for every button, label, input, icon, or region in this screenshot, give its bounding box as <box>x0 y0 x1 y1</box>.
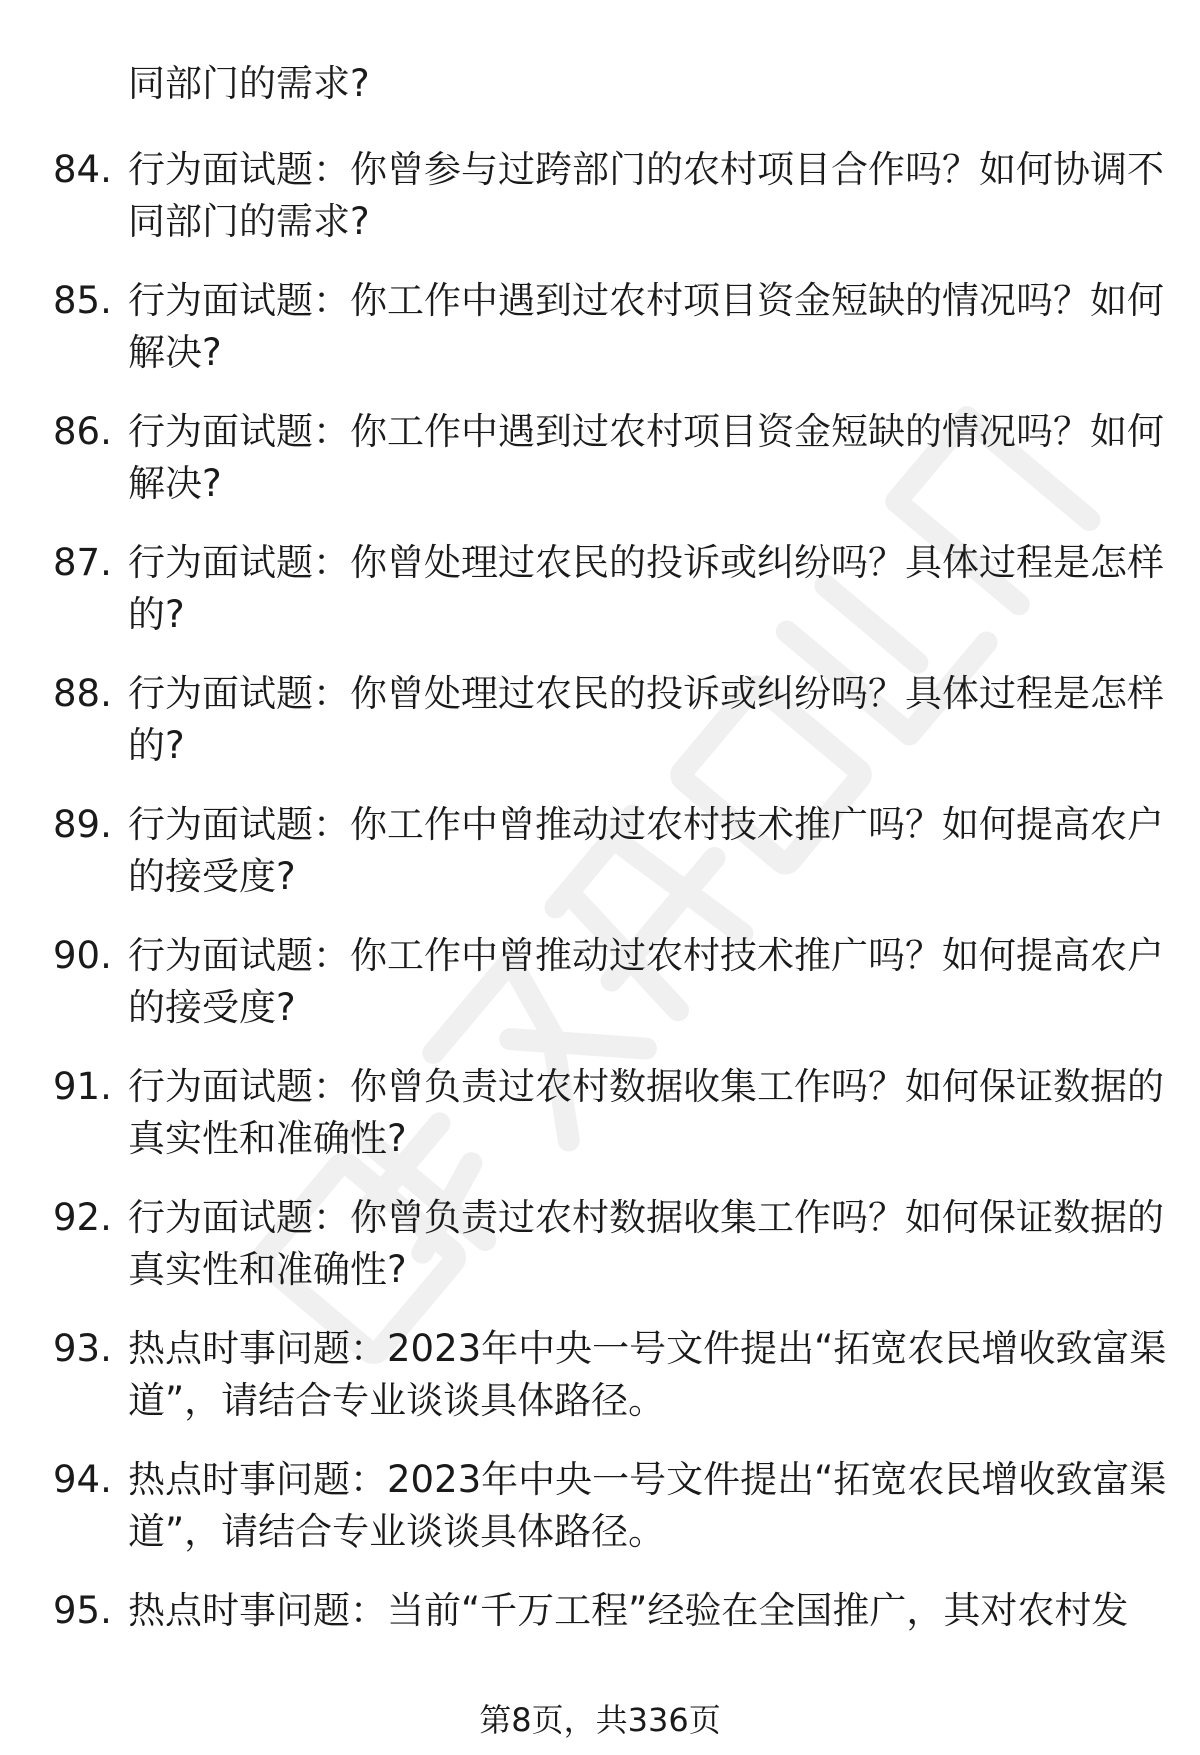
item-number: 84. <box>53 148 112 191</box>
item-text-line: 解决? <box>128 331 222 374</box>
item-text-line: 的? <box>128 593 185 636</box>
item-text-line: 行为面试题：你曾处理过农民的投诉或纠纷吗？具体过程是怎样 <box>128 541 1164 584</box>
list-item <box>0 406 1200 510</box>
item-text <box>128 1061 1164 1165</box>
item-text <box>128 1192 1164 1296</box>
item-text <box>128 668 1164 772</box>
list-item <box>0 799 1200 903</box>
item-text-line: 行为面试题：你工作中遇到过农村项目资金短缺的情况吗？如何 <box>128 279 1164 322</box>
item-text <box>128 930 1164 1034</box>
item-text-line: 热点时事问题：2023年中央一号文件提出“拓宽农民增收致富渠 <box>128 1327 1167 1370</box>
item-text-line: 的? <box>128 724 185 767</box>
item-text <box>128 144 1164 248</box>
item-text-line: 同部门的需求? <box>128 200 370 243</box>
item-number: 89. <box>53 803 112 846</box>
item-text <box>128 799 1164 903</box>
item-text-line: 的接受度? <box>128 986 296 1029</box>
item-text-line: 解决? <box>128 462 222 505</box>
item-number: 94. <box>53 1458 112 1501</box>
item-text-line: 行为面试题：你曾负责过农村数据收集工作吗？如何保证数据的 <box>128 1196 1164 1239</box>
item-number: 87. <box>53 541 112 584</box>
item-text-line: 道”，请结合专业谈谈具体路径。 <box>128 1379 666 1422</box>
item-number: 95. <box>53 1589 112 1632</box>
item-text-line: 行为面试题：你曾负责过农村数据收集工作吗？如何保证数据的 <box>128 1065 1164 1108</box>
list-item <box>0 144 1200 248</box>
list-item <box>0 1454 1200 1558</box>
item-text-line: 道”，请结合专业谈谈具体路径。 <box>128 1510 666 1553</box>
item-text-line: 行为面试题：你曾处理过农民的投诉或纠纷吗？具体过程是怎样 <box>128 672 1164 715</box>
item-number: 91. <box>53 1065 112 1108</box>
item-text-line: 行为面试题：你工作中曾推动过农村技术推广吗？如何提高农户 <box>128 934 1164 977</box>
question-list <box>0 144 1200 1716</box>
list-item <box>0 1585 1200 1689</box>
list-item <box>0 930 1200 1034</box>
list-item <box>0 1061 1200 1165</box>
continuation-text: 同部门的需求? <box>128 62 370 105</box>
page-footer: 第8页，共336页 <box>479 1701 721 1739</box>
item-text <box>128 1323 1167 1427</box>
item-text <box>128 537 1164 641</box>
item-text <box>128 1454 1167 1558</box>
item-text-line: 行为面试题：你曾参与过跨部门的农村项目合作吗？如何协调不 <box>128 148 1164 191</box>
list-item <box>0 537 1200 641</box>
list-item <box>0 1323 1200 1427</box>
item-text-line: 行为面试题：你工作中遇到过农村项目资金短缺的情况吗？如何 <box>128 410 1164 453</box>
item-text-line: 热点时事问题：2023年中央一号文件提出“拓宽农民增收致富渠 <box>128 1458 1167 1501</box>
item-text <box>128 406 1164 510</box>
item-number: 86. <box>53 410 112 453</box>
item-number: 85. <box>53 279 112 322</box>
item-number: 88. <box>53 672 112 715</box>
item-number: 93. <box>53 1327 112 1370</box>
item-text <box>128 1585 1148 1637</box>
list-item <box>0 275 1200 379</box>
list-item <box>0 1192 1200 1296</box>
item-number: 92. <box>53 1196 112 1239</box>
item-text-line: 的接受度? <box>128 855 296 898</box>
item-text-line: 真实性和准确性? <box>128 1117 407 1160</box>
list-item <box>0 668 1200 772</box>
item-text-line: 热点时事问题：当前“千万工程”经验在全国推广，其对农村发 <box>128 1589 1129 1632</box>
item-text-line: 行为面试题：你工作中曾推动过农村技术推广吗？如何提高农户 <box>128 803 1164 846</box>
item-text-line: 真实性和准确性? <box>128 1248 407 1291</box>
item-number: 90. <box>53 934 112 977</box>
item-text <box>128 275 1164 379</box>
